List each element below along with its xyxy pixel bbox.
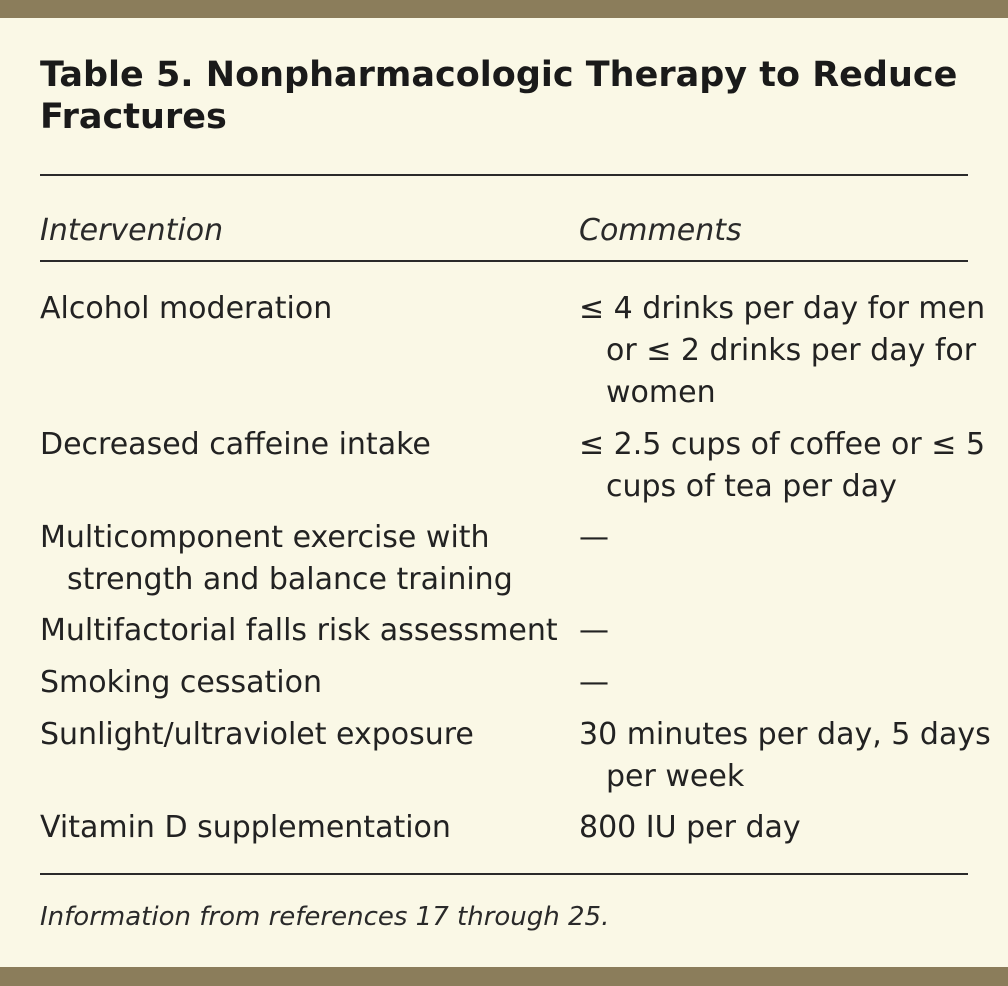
row-3-comment: — <box>579 520 609 555</box>
table-bottom-divider <box>40 873 968 875</box>
bottom-border-bar <box>0 967 1008 986</box>
row-7-comment: 800 IU per day <box>579 810 801 845</box>
row-1-intervention: Alcohol moderation <box>40 291 333 326</box>
row-7-intervention: Vitamin D supplementation <box>40 810 451 845</box>
row-5-comment: — <box>579 665 609 700</box>
column-header-comments: Comments <box>579 213 742 248</box>
row-5-intervention: Smoking cessation <box>40 665 322 700</box>
row-4-intervention: Multifactorial falls risk assessment <box>40 613 558 648</box>
row-4-comment: — <box>579 613 609 648</box>
table-title: Table 5. Nonpharmacologic Therapy to Reduce Fractures <box>40 55 958 137</box>
title-divider <box>40 174 968 176</box>
footnote: Information from references 17 through 25. <box>40 902 610 932</box>
column-header-intervention: Intervention <box>40 213 224 248</box>
top-border-bar <box>0 0 1008 18</box>
row-2-comment: ≤ 2.5 cups of coffee or ≤ 5 cups of tea per day <box>579 427 986 504</box>
row-6-intervention: Sunlight/ultraviolet exposure <box>40 717 474 752</box>
row-3-intervention: Multicomponent exercise with strength and balance training <box>40 520 513 597</box>
row-2-intervention: Decreased caffeine intake <box>40 427 431 462</box>
row-6-comment: 30 minutes per day, 5 days per week <box>579 717 991 794</box>
row-1-comment: ≤ 4 drinks per day for men or ≤ 2 drinks per day for women <box>579 291 986 410</box>
header-divider <box>40 260 968 262</box>
